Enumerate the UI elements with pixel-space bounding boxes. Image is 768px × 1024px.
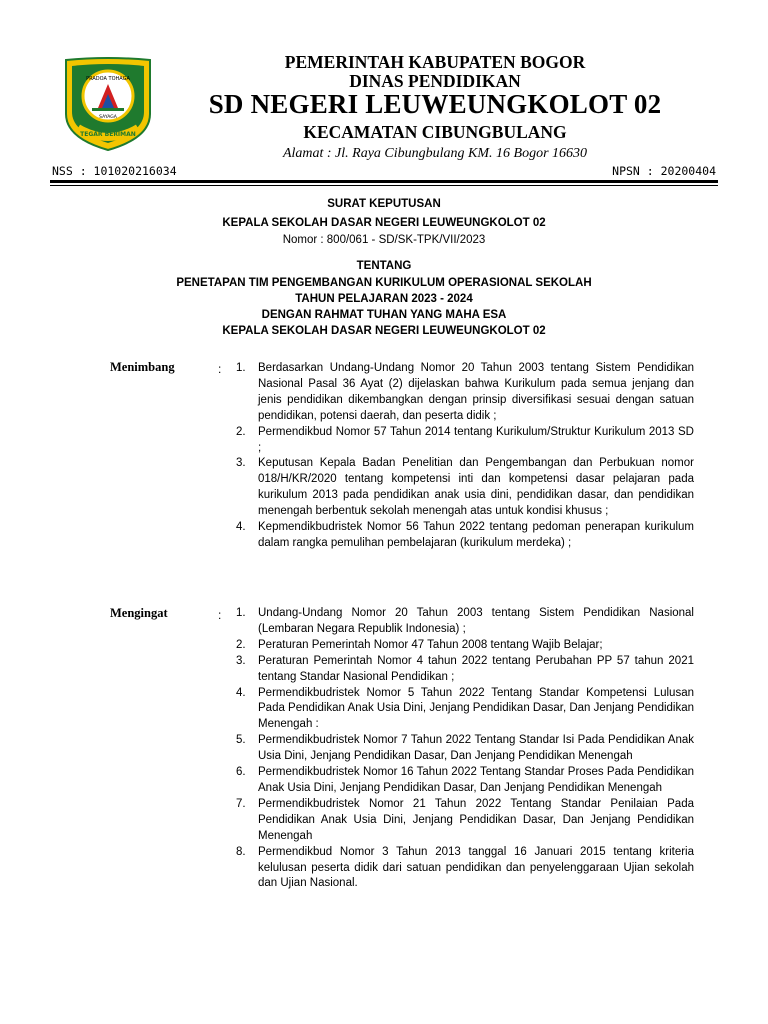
item-text: Permendikbudristek Nomor 7 Tahun 2022 Tentang Standar Isi Pada Pendidikan Anak Usia Dini, Jenjang Pendidikan Dasar, Dan Jenjang Pendidikan Menengah: [258, 734, 694, 763]
list-item: [236, 361, 694, 425]
list-item: [236, 638, 694, 654]
item-text: Permendikbud Nomor 57 Tahun 2014 tentang Kurikulum/Struktur Kurikulum 2013 SD ;: [258, 425, 694, 454]
item-number: 6.: [236, 766, 246, 779]
item-text: Kepmendikbudristek Nomor 56 Tahun 2022 tentang pedoman penerapan kurikulum dalam rangka pemulihan pembelajaran (kurikulum merdeka) ;: [258, 521, 694, 549]
nss-number: NSS : 101020216034: [52, 164, 177, 178]
item-number: 4.: [236, 521, 246, 534]
issuer-repeat: KEPALA SEKOLAH DASAR NEGERI LEUWEUNGKOLOT 02: [222, 325, 546, 337]
list-item: [236, 456, 694, 520]
menimbang-colon: :: [218, 362, 222, 376]
npsn-number: NPSN : 20200404: [612, 164, 716, 178]
document-issuer: KEPALA SEKOLAH DASAR NEGERI LEUWEUNGKOLOT 02: [222, 217, 546, 229]
letterhead-divider: [50, 180, 718, 183]
item-text: Berdasarkan Undang-Undang Nomor 20 Tahun 2003 tentang Sistem Pendidikan Nasional Pasal 36 Ayat (2) dijelaskan bahwa Kurikulum pada semua jenjang dan jenis pendidikan dikembangkan dengan prinsip diversifikasi sesuai dengan satuan pendidikan, potensi daerah, dan peserta didik ;: [258, 362, 694, 422]
item-text: Keputusan Kepala Badan Penelitian dan Pengembangan dan Perbukuan nomor 018/H/KR/2020 tentang kompetensi inti dan kompetensi dasar pelajaran pada kurikulum 2013 pada pendidikan anak usia dini, pendidikan dasar, dan pendidikan menengah berbentuk sekolah menengah atas untuk kondisi khusus ;: [258, 457, 694, 518]
item-number: 2.: [236, 638, 246, 651]
item-text: Undang-Undang Nomor 20 Tahun 2003 tentang Sistem Pendidikan Nasional (Lembaran Negara Republik Indonesia) ;: [258, 607, 694, 635]
government-name: PEMERINTAH KABUPATEN BOGOR: [284, 52, 586, 72]
list-item: [236, 686, 694, 734]
item-number: 2.: [236, 425, 246, 438]
list-item: [236, 520, 694, 552]
item-number: 5.: [236, 734, 246, 747]
svg-text:SAYAGA: SAYAGA: [99, 115, 117, 120]
list-item: [236, 845, 694, 893]
item-text: Peraturan Pemerintah Nomor 4 tahun 2022 tentang Perubahan PP 57 tahun 2021 tentang Standar Nasional Pendidikan ;: [258, 654, 694, 683]
item-number: 3.: [236, 654, 246, 667]
item-text: Permendikbudristek Nomor 5 Tahun 2022 Tentang Standar Kompetensi Lulusan Pada Pendidikan Anak Usia Dini, Jenjang Pendidikan Dasar, Dan Jenjang Pendidikan Menengah :: [258, 686, 695, 731]
district-name: KECAMATAN CIBUNGBULANG: [303, 122, 567, 142]
list-item: [236, 606, 694, 638]
mengingat-label: Mengingat: [110, 606, 168, 620]
grace-statement: DENGAN RAHMAT TUHAN YANG MAHA ESA: [261, 309, 507, 321]
list-item: [236, 733, 694, 765]
academic-year: TAHUN PELAJARAN 2023 - 2024: [295, 293, 473, 305]
list-item: [236, 765, 694, 797]
school-address: Alamat : Jl. Raya Cibungbulang KM. 16 Bogor 16630: [282, 146, 588, 161]
item-number: 1.: [236, 362, 246, 374]
item-text: Peraturan Pemerintah Nomor 47 Tahun 2008 tentang Wajib Belajar;: [258, 638, 603, 651]
item-text: Permendikbudristek Nomor 21 Tahun 2022 Tentang Standar Penilaian Pada Pendidikan Anak Usia Dini, Jenjang Pendidikan Dasar, Dan Jenjang Pendidikan Menengah: [258, 797, 694, 842]
list-item: [236, 654, 694, 686]
menimbang-label: Menimbang: [110, 360, 175, 374]
document-type: SURAT KEPUTUSAN: [327, 198, 441, 210]
school-name: SD NEGERI LEUWEUNGKOLOT 02: [208, 89, 662, 119]
mengingat-list: [236, 606, 694, 892]
item-text: Permendikbud Nomor 3 Tahun 2013 tanggal 16 Januari 2015 tentang kriteria kelulusan peserta didik dari satuan pendidikan dan penyelenggaraan Ujian sekolah dan Ujian Nasional.: [258, 845, 694, 890]
letterhead-divider-thin: [50, 185, 718, 186]
list-item: [236, 425, 694, 457]
item-number: 4.: [236, 686, 246, 699]
menimbang-list: [236, 361, 694, 552]
item-number: 7.: [236, 797, 246, 810]
decree-subject: PENETAPAN TIM PENGEMBANGAN KURIKULUM OPERASIONAL SEKOLAH: [176, 277, 592, 289]
mengingat-colon: :: [218, 608, 222, 622]
list-item: [236, 797, 694, 845]
svg-text:TEGAR BERIMAN: TEGAR BERIMAN: [80, 131, 136, 138]
item-text: Permendikbudristek Nomor 16 Tahun 2022 Tentang Standar Proses Pada Pendidikan Anak Usia Dini, Jenjang Pendidikan Dasar, Dan Jenjang Pendidikan Menengah: [258, 766, 694, 794]
bogor-regency-logo: [62, 56, 154, 152]
about-heading: TENTANG: [356, 260, 412, 272]
department-name: DINAS PENDIDIKAN: [349, 71, 521, 91]
item-number: 1.: [236, 607, 246, 619]
item-number: 8.: [236, 845, 246, 858]
document-number: Nomor : 800/061 - SD/SK-TPK/VII/2023: [282, 234, 486, 246]
item-number: 3.: [236, 457, 246, 470]
svg-text:PRADOA TOHAGA: PRADOA TOHAGA: [86, 76, 130, 82]
